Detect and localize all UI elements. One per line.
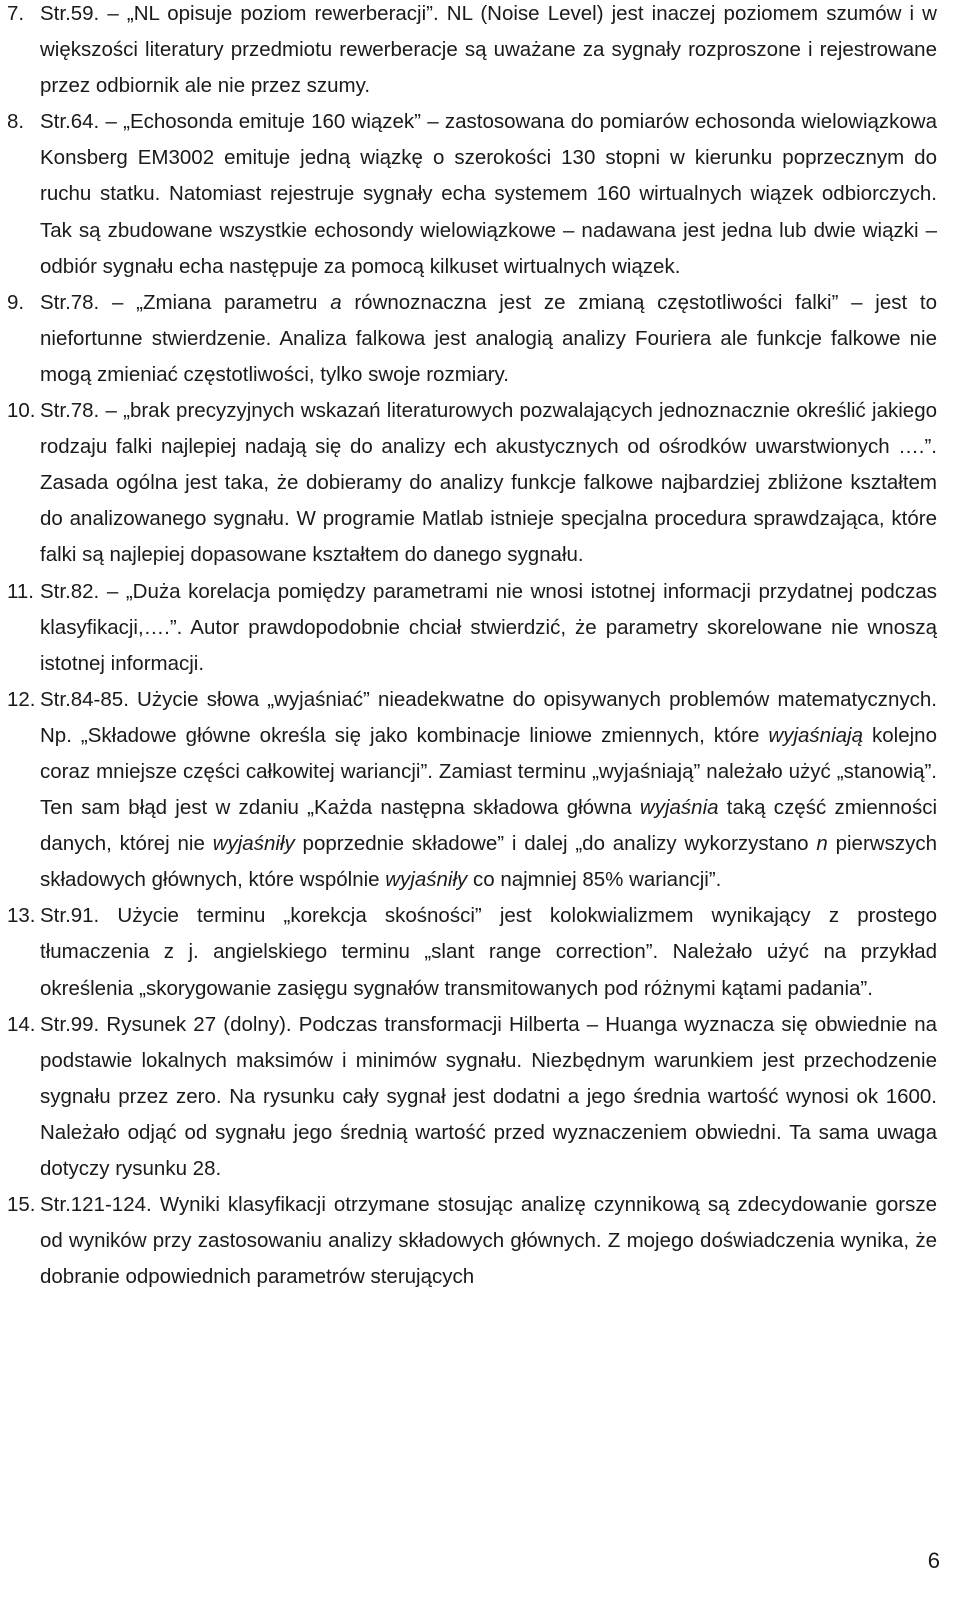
item-number: 15. xyxy=(7,1193,36,1217)
italic-text-segment: a xyxy=(330,290,342,314)
text-segment: Str.121-124. Wyniki klasyfikacji otrzymane stosując analizę czynnikową są zdecydowanie gorsze od wyników przy zastosowaniu analizy składowych głównych. Z mojego doświadczenia wynika, że dobranie odpowiednich parametrów sterujących xyxy=(40,1193,937,1289)
text-segment: Str.84-85. Użycie słowa „wyjaśniać” nieadekwatne do opisywanych problemów matematycznych. Np. „Składowe główne określa się jako kombinacje liniowe zmiennych, które xyxy=(40,687,937,747)
item-number: 10. xyxy=(7,399,36,423)
italic-text-segment: wyjaśniły xyxy=(385,868,468,892)
text-segment: Str.59. – „NL opisuje poziom rewerberacji”. NL (Noise Level) jest inaczej poziomem szumów i w większości literatury przedmiotu rewerberacje są uważane za sygnały rozproszone i rejestrowane przez odbiornik ale nie przez szumy. xyxy=(40,2,937,98)
list-item xyxy=(7,682,937,899)
text-segment: Str.64. – „Echosonda emituje 160 wiązek” – zastosowana do pomiarów echosonda wielowiązkowa Konsberg EM3002 emituje jedną wiązkę o szerokości 130 stopni w kierunku poprzecznym do ruchu statku. Natomiast rejestruje sygnały echa systemem 160 wirtualnych wiązek odbiorczych. Tak są zbudowane wszystkie echosondy wielowiązkowe – nadawana jest jedna lub dwie wiązki – odbiór sygnału echa następuje za pomocą kilkuset wirtualnych wiązek. xyxy=(40,110,937,278)
text-segment: taką część zmienności danych, której nie xyxy=(40,796,937,856)
italic-text-segment: n xyxy=(816,832,828,856)
list-item xyxy=(7,0,937,104)
item-number: 9. xyxy=(7,290,25,314)
review-comments-list xyxy=(7,0,937,1295)
item-number: 12. xyxy=(7,687,36,711)
item-text xyxy=(40,1187,937,1295)
item-number: 13. xyxy=(7,904,36,928)
text-segment: co najmniej 85% wariancji”. xyxy=(467,868,722,892)
item-number: 8. xyxy=(7,110,25,134)
italic-text-segment: wyjaśniają xyxy=(768,723,863,747)
text-segment: Str.91. Użycie terminu „korekcja skośności” jest kolokwializmem wynikający z prostego tłumaczenia z j. angielskiego terminu „slant range correction”. Należało użyć na przykład określenia „skorygowanie zasięgu sygnałów transmitowanych pod różnymi kątami padania”. xyxy=(40,904,937,1000)
list-item xyxy=(7,1187,937,1295)
item-number: 14. xyxy=(7,1012,36,1036)
text-segment: poprzednie składowe” i dalej „do analizy wykorzystano xyxy=(294,832,817,856)
text-segment: Str.78. – „Zmiana parametru xyxy=(40,290,331,314)
item-number: 11. xyxy=(7,579,34,603)
italic-text-segment: wyjaśniły xyxy=(212,832,295,856)
text-segment: równoznaczna jest ze zmianą częstotliwości falki” – jest to niefortunne stwierdzenie. Analiza falkowa jest analogią analizy Fouriera ale funkcje falkowe nie mogą zmieniać częstotliwości, tylko swoje rozmiary. xyxy=(40,290,937,386)
list-item xyxy=(7,898,937,1006)
text-segment: Str.99. Rysunek 27 (dolny). Podczas transformacji Hilberta – Huanga wyznacza się obwiednie na podstawie lokalnych maksimów i minimów sygnału. Niezbędnym warunkiem jest przechodzenie sygnału przez zero. Na rysunku cały sygnał jest dodatni a jego średnia wartość wynosi ok 1600. Należało odjąć od sygnału jego średnią wartość przed wyznaczeniem obwiedni. Ta sama uwaga dotyczy rysunku 28. xyxy=(40,1012,937,1180)
text-segment: Str.78. – „brak precyzyjnych wskazań literaturowych pozwalających jednoznacznie określić jakiego rodzaju falki najlepiej nadają się do analizy ech akustycznych od ośrodków uwarstwionych ….”. Zasada ogólna jest taka, że dobieramy do analizy funkcje falkowe najbardziej zbliżone kształtem do analizowanego sygnału. W programie Matlab istnieje specjalna procedura sprawdzająca, które falki są najlepiej dopasowane kształtem do danego sygnału. xyxy=(40,399,937,567)
item-text xyxy=(40,393,937,573)
italic-text-segment: wyjaśnia xyxy=(639,796,719,820)
list-item xyxy=(7,104,937,284)
item-text xyxy=(40,0,937,104)
item-text xyxy=(40,574,937,682)
list-item xyxy=(7,574,937,682)
text-segment: pierwszych składowych głównych, które wspólnie xyxy=(40,832,937,892)
item-number: 7. xyxy=(7,2,25,25)
list-item xyxy=(7,285,937,393)
item-text xyxy=(40,285,937,393)
text-segment: kolejno coraz mniejsze części całkowitej wariancji”. Zamiast terminu „wyjaśniają” należało użyć „stanowią”. Ten sam błąd jest w zdaniu „Każda następna składowa główna xyxy=(40,723,937,820)
text-segment: Str.82. – „Duża korelacja pomiędzy parametrami nie wnosi istotnej informacji przydatnej podczas klasyfikacji,….”. Autor prawdopodobnie chciał stwierdzić, że parametry skorelowane nie wnoszą istotnej informacji. xyxy=(40,579,937,675)
page-number: 6 xyxy=(927,1548,940,1573)
item-text xyxy=(40,1007,937,1187)
item-text xyxy=(40,898,937,1006)
item-text xyxy=(40,104,937,284)
list-item xyxy=(7,1007,937,1187)
list-item xyxy=(7,393,937,573)
item-text xyxy=(40,682,937,899)
